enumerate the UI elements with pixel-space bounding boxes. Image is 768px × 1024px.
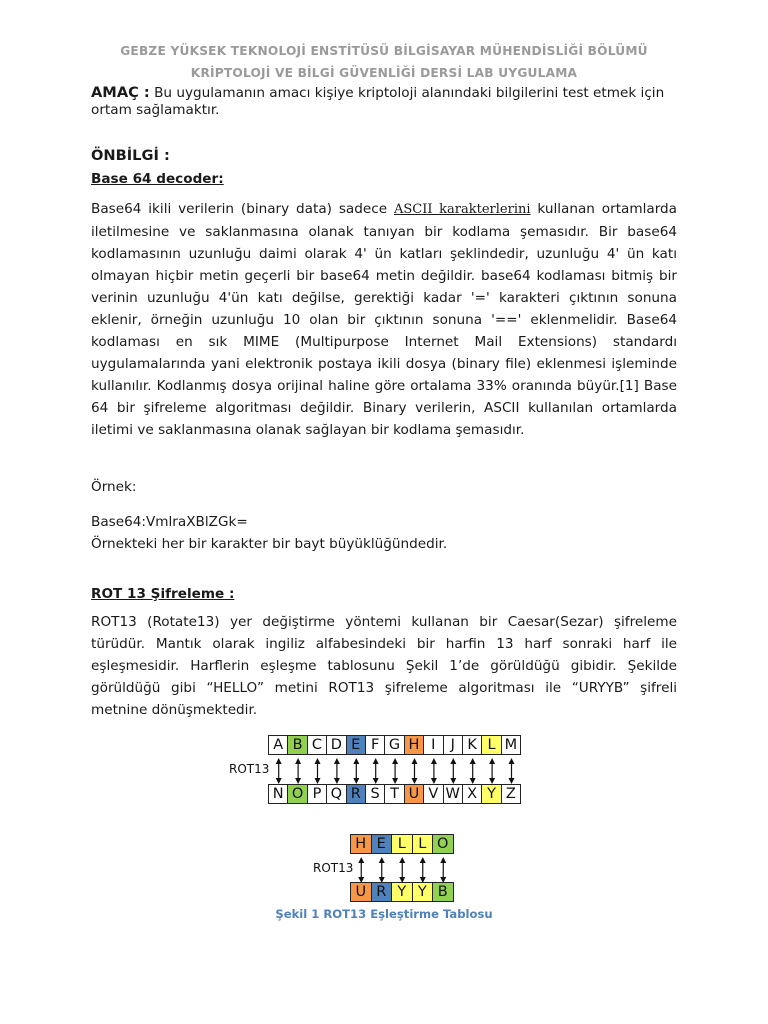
cipher-letter-cell: Y	[391, 882, 413, 902]
hello-row	[351, 834, 454, 854]
plain-letter-cell: E	[371, 834, 393, 854]
base64-heading: Base 64 decoder:	[91, 171, 224, 187]
base64-text-a: Base64 ikili verilerin (binary data) sadece	[91, 201, 394, 217]
bottom-letter-cell: W	[443, 784, 463, 804]
bottom-letter-cell: S	[365, 784, 385, 804]
base64-text-b: kullanan ortamlarda iletilmesine ve saklanmasına olanak tanıyan bir kodlama şemasıdır. Bir base64 kodlamasının uzunluğu daimi olarak 4' ün katları şeklindedir, uzunluğu 4' ün katı olmayan hiçbir metin geçerli bir base64 metin değildir. base64 kodlaması bitmiş bir verinin uzunluğu 4'ün katı değilse, gerektiği kadar '=' karakteri çıktının sonuna eklenir, örneğin uzunluğu 10 olan bir çıktının sonuna '==' eklenmelidir. Base64 kodlaması en sık MIME (Multipurpose Internet Mail Extensions) standardı uygulamalarında yani elektronik postaya ikili dosya (binary file) eklenmesi işleminde kullanılır. Kodlanmış dosya orijinal haline göre ortalama 33% oranında büyür.[1] Base 64 bir şifreleme algoritması değildir. Binary verilerin, ASCII kullanılan ortamlarda iletimi ve saklanmasına olanak sağlayan bir kodlama şemasıdır.	[91, 201, 678, 438]
double-arrow-icon	[450, 758, 456, 784]
top-letter-cell: E	[346, 735, 366, 755]
ascii-link[interactable]: ASCII karakterlerini	[393, 202, 531, 217]
arrow-group	[269, 756, 523, 786]
cipher-letter-cell: U	[350, 882, 372, 902]
double-arrow-icon	[431, 758, 437, 784]
document-header	[0, 40, 768, 84]
top-letter-cell: D	[326, 735, 346, 755]
bottom-letter-cell: O	[287, 784, 307, 804]
double-arrow-icon	[353, 758, 359, 784]
top-letter-cell: M	[501, 735, 521, 755]
top-letter-cell: H	[404, 735, 424, 755]
aim-text: Bu uygulamanın amacı kişiye kriptoloji alanındaki bilgilerini test etmek için ortam sağlamaktır.	[91, 85, 665, 118]
double-arrow-icon	[420, 857, 426, 883]
plain-letter-cell: H	[350, 834, 372, 854]
cipher-letter-cell: Y	[412, 882, 434, 902]
double-arrow-icon	[373, 758, 379, 784]
rot13-label-hello: ROT13	[313, 861, 354, 875]
plain-letter-cell: L	[412, 834, 434, 854]
rot13-label-main: ROT13	[229, 762, 270, 776]
double-arrow-icon	[412, 758, 418, 784]
double-arrow-icon	[440, 857, 446, 883]
top-letter-cell: B	[287, 735, 307, 755]
bottom-letter-cell: Q	[326, 784, 346, 804]
example-note: Örnekteki her bir karakter bir bayt büyüklüğündedir.	[91, 536, 448, 552]
plain-letter-cell: O	[432, 834, 454, 854]
top-letter-cell: K	[462, 735, 482, 755]
plain-letter-cell: L	[391, 834, 413, 854]
prelim-heading: ÖNBİLGİ :	[91, 147, 170, 164]
double-arrow-icon	[489, 758, 495, 784]
header-line-1: GEBZE YÜKSEK TEKNOLOJİ ENSTİTÜSÜ BİLGİSAYAR MÜHENDİSLİĞİ BÖLÜMÜ	[120, 44, 648, 58]
bottom-letter-cell: R	[346, 784, 366, 804]
bottom-letter-cell: T	[384, 784, 404, 804]
top-letter-cell: A	[268, 735, 288, 755]
double-arrow-icon	[379, 857, 385, 883]
alphabet-top-row	[269, 735, 521, 755]
double-arrow-icon	[334, 758, 340, 784]
bottom-letter-cell: N	[268, 784, 288, 804]
top-letter-cell: F	[365, 735, 385, 755]
bottom-letter-cell: X	[462, 784, 482, 804]
aim-paragraph	[91, 84, 677, 119]
bottom-letter-cell: P	[307, 784, 327, 804]
top-letter-cell: I	[423, 735, 443, 755]
header-line-2: KRİPTOLOJİ VE BİLGİ GÜVENLİĞİ DERSİ LAB UYGULAMA	[190, 66, 578, 80]
top-letter-cell: G	[384, 735, 404, 755]
bottom-letter-cell: V	[423, 784, 443, 804]
figure-caption: Şekil 1 ROT13 Eşleştirme Tablosu	[275, 907, 493, 921]
double-arrow-icon	[276, 758, 282, 784]
cipher-letter-cell: R	[371, 882, 393, 902]
example-label: Örnek:	[91, 479, 137, 495]
aim-label: AMAÇ :	[91, 84, 150, 101]
double-arrow-icon	[470, 758, 476, 784]
double-arrow-icon	[399, 857, 405, 883]
double-arrow-icon	[295, 758, 301, 784]
cipher-letter-cell: B	[432, 882, 454, 902]
bottom-letter-cell: Y	[481, 784, 501, 804]
arrow-group	[351, 855, 456, 885]
uryyb-row	[351, 882, 454, 902]
rot13-paragraph: ROT13 (Rotate13) yer değiştirme yöntemi kullanan bir Caesar(Sezar) şifreleme türüdür. Mantık olarak ingiliz alfabesindeki bir harfin 13 harf sonraki harf ile eşleşmesidir. Harflerin eşleşme tablosunu Şekil 1’de görüldüğü gibidir. Şekilde görüldüğü gibi “HELLO” metini ROT13 şifreleme algoritması ile “URYYB” şifreli metnine dönüşmektedir.	[91, 614, 677, 718]
bottom-letter-cell: U	[404, 784, 424, 804]
bottom-letter-cell: Z	[501, 784, 521, 804]
alphabet-bottom-row	[269, 784, 521, 804]
double-arrow-icon	[509, 758, 515, 784]
double-arrow-icon	[358, 857, 364, 883]
double-arrow-icon	[392, 758, 398, 784]
double-arrow-icon	[315, 758, 321, 784]
top-letter-cell: J	[443, 735, 463, 755]
base64-paragraph	[91, 198, 677, 441]
rot13-heading: ROT 13 Şifreleme :	[91, 586, 235, 602]
hello-arrows	[351, 855, 461, 885]
top-letter-cell: C	[307, 735, 327, 755]
top-letter-cell: L	[481, 735, 501, 755]
rot13-arrows	[269, 756, 541, 786]
example-value: Base64:VmlraXBlZGk=	[91, 514, 248, 530]
